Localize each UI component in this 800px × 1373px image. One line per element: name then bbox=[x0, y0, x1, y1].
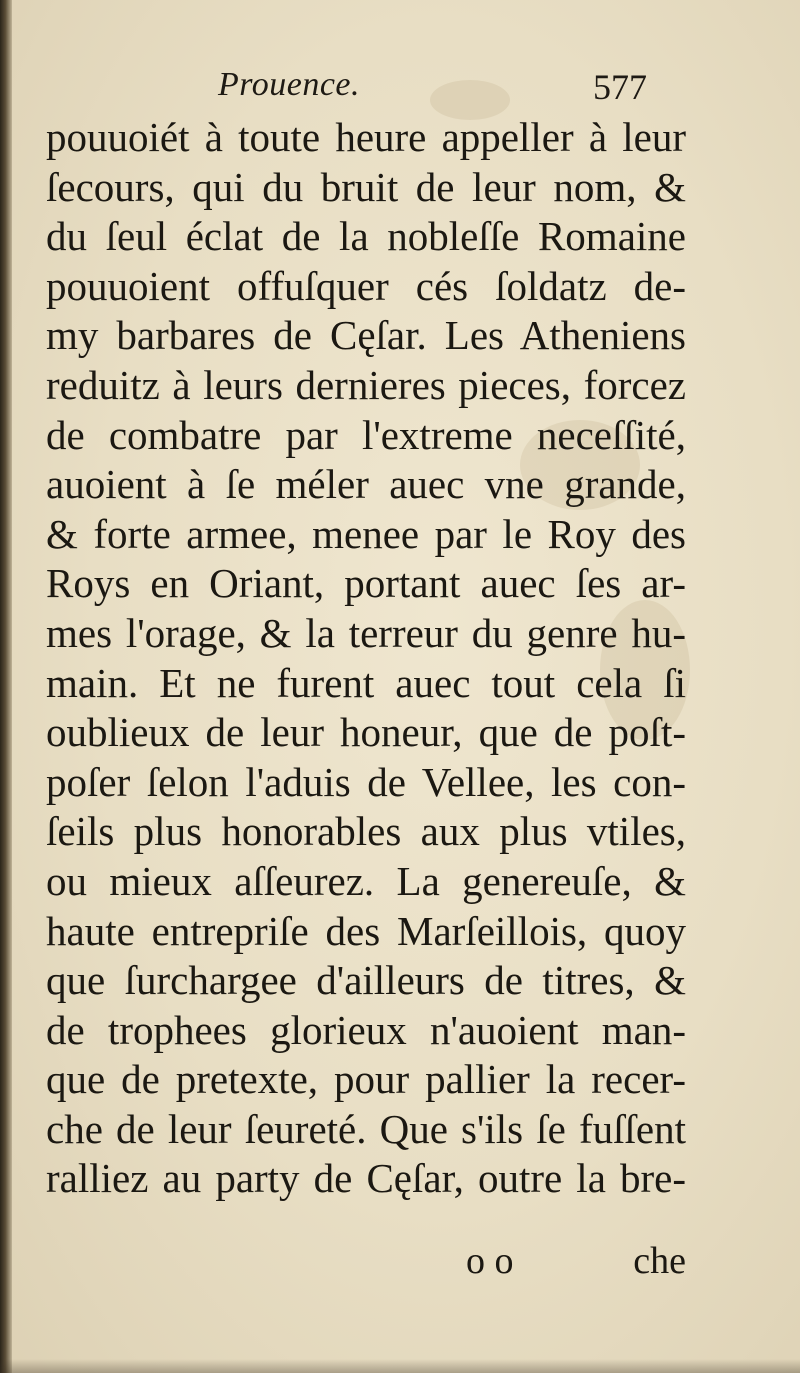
text-line: & forte armee, menee par le Roy des bbox=[46, 510, 686, 557]
text-line: du ſeul éclat de la nobleſſe Romaine bbox=[46, 213, 686, 260]
text-line: de trophees glorieux n'auoient man- bbox=[46, 1006, 686, 1053]
text-line: che de leur ſeureté. Que s'ils ſe fuſſent bbox=[46, 1105, 686, 1152]
binding-edge bbox=[0, 0, 12, 1373]
text-line: poſer ſelon l'aduis de Vellee, les con- bbox=[46, 758, 686, 805]
text-line: Roys en Oriant, portant auec ſes ar- bbox=[46, 560, 686, 607]
text-line: mes l'orage, & la terreur du genre hu- bbox=[46, 609, 686, 656]
running-head: Prouence. bbox=[218, 66, 361, 103]
text-line: pouuoient offuſquer cés ſoldatz de- bbox=[46, 262, 686, 309]
text-line: que de pretexte, pour pallier la recer- bbox=[46, 1056, 686, 1103]
page-header bbox=[48, 60, 748, 110]
text-line: que ſurchargee d'ailleurs de titres, & bbox=[46, 957, 686, 1004]
text-line: auoient à ſe méler auec vne grande, bbox=[46, 461, 686, 508]
signature-mark: o o bbox=[466, 1240, 514, 1282]
text-line: haute entrepriſe des Marſeillois, quoy bbox=[46, 907, 686, 954]
text-line: pouuoiét à toute heure appeller à leur bbox=[46, 114, 686, 160]
text-line: oublieux de leur honeur, que de poſt- bbox=[46, 709, 686, 756]
bottom-shadow bbox=[0, 1359, 800, 1373]
text-line: my barbares de Cęſar. Les Atheniens bbox=[46, 312, 686, 359]
text-line: ſecours, qui du bruit de leur nom, & bbox=[46, 163, 686, 210]
body-text bbox=[46, 113, 686, 1204]
text-line: reduitz à leurs dernieres pieces, forcez bbox=[46, 361, 686, 408]
text-line: ralliez au party de Cęſar, outre la bre- bbox=[46, 1155, 686, 1202]
text-line: main. Et ne furent auec tout cela ſi bbox=[46, 659, 686, 706]
page-number: 577 bbox=[593, 67, 647, 107]
catchword: che bbox=[633, 1240, 686, 1282]
page-footer bbox=[46, 1239, 686, 1289]
text-line: ou mieux aſſeurez. La genereuſe, & bbox=[46, 857, 686, 904]
text-line: ſeils plus honorables aux plus vtiles, bbox=[46, 808, 686, 855]
text-line: de combatre par l'extreme neceſſité, bbox=[46, 411, 686, 458]
